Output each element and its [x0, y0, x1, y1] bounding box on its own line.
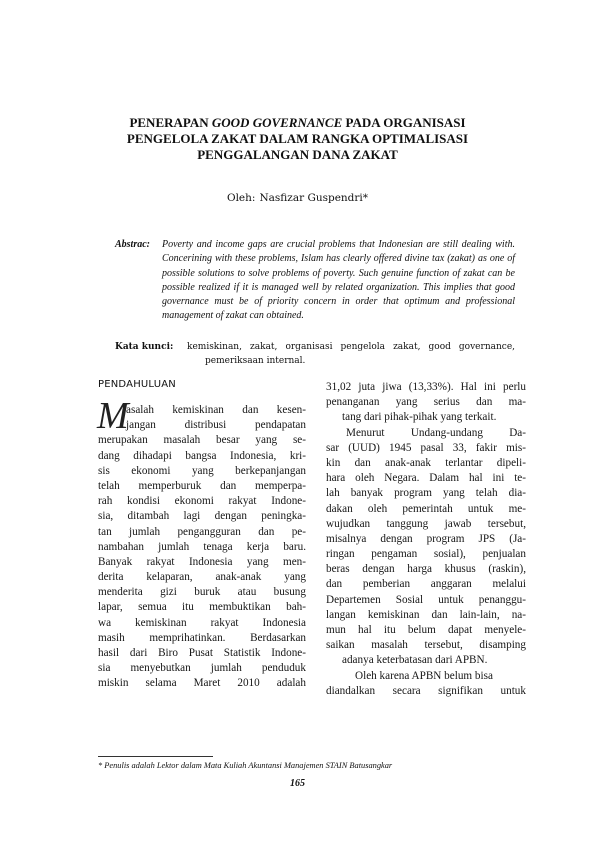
author-line — [0, 192, 595, 204]
body-line: adanya keterbatasan dari APBN. — [342, 654, 488, 667]
footnote: * Penulis adalah Lektor dalam Mata Kuliah Akuntansi Manajemen STAIN Batusangkar — [98, 761, 393, 770]
body-line: wujudkan tanggung jawab tersebut, — [326, 517, 526, 530]
body-column-left — [98, 403, 306, 692]
body-line: misalnya dengan program JPS (Ja- — [326, 532, 526, 545]
body-line: saikan masalah tersebut, disamping — [326, 639, 526, 652]
drop-cap: M — [97, 395, 129, 437]
title-part: PENERAPAN — [129, 115, 212, 130]
body-line: 31,02 juta jiwa (13,33%). Hal ini perlu — [326, 381, 526, 393]
keywords — [115, 340, 515, 368]
body-line: Menurut Undang-undang Da- — [346, 426, 526, 439]
keywords-line: pemeriksaan internal. — [205, 356, 306, 366]
body-line: tang dari pihak-pihak yang terkait. — [342, 411, 497, 424]
keywords-body — [187, 340, 515, 368]
abstract-body — [162, 238, 515, 324]
abstract-line: governance must be of priority concern in order that optimum and professional — [162, 296, 515, 308]
body-line: beras dengan harga khusus (raskin), — [326, 563, 526, 576]
body-line: tan jumlah pengangguran dan pe- — [98, 525, 306, 538]
abstract-line: possible realized if it is managed well by related organization. This implies that good — [162, 281, 515, 293]
abstract-line: possible solutions to solve problems of poverty. Such genuine function of zakat can be — [162, 267, 515, 279]
body-line: sia, ditambah lagi dengan peningka- — [98, 510, 306, 523]
body-line: dakan oleh pemerintah untuk me- — [326, 502, 526, 515]
body-line: dang dihadapi bangsa Indonesia, kri- — [98, 449, 306, 462]
body-line: Banyak rakyat Indonesia yang men- — [98, 555, 306, 568]
author-label: Oleh: — [226, 192, 256, 204]
body-line: asalah kemiskinan dan kesen- — [126, 404, 306, 416]
paper-title — [110, 115, 485, 163]
body-line: jangan distribusi pendapatan — [126, 419, 306, 432]
body-line: ringan pengaman sosial), penjualan — [326, 548, 526, 561]
title-part: PADA ORGANISASI — [342, 115, 466, 130]
abstract — [115, 238, 515, 324]
abstract-line: Concerining with these problems, Islam has clearly offered divine tax (zakat) as one of — [162, 253, 515, 265]
body-line: lah banyak program yang telah dia- — [326, 487, 526, 500]
body-line: rah kondisi ekonomi rakyat Indone- — [98, 495, 306, 508]
body-line: Departemen Sosial untuk penanggu- — [326, 593, 526, 606]
body-line: masih memprihatinkan. Berdasarkan — [98, 631, 306, 644]
body-line: miskin selama Maret 2010 adalah — [98, 677, 306, 690]
body-line: mun hal itu belum dapat menyele- — [326, 624, 526, 636]
keywords-line: kemiskinan, zakat, organisasi pengelola zakat, good governance, — [187, 342, 515, 352]
abstract-line: management of zakat can obtained. — [162, 310, 304, 322]
body-line: hasil dari Biro Pusat Statistik Indone- — [98, 647, 306, 659]
body-line: Oleh karena APBN belum bisa — [355, 669, 493, 682]
title-line-2: PENGELOLA ZAKAT DALAM RANGKA OPTIMALISASI — [126, 131, 469, 146]
title-italic-term: GOOD GOVERNANCE — [211, 115, 343, 130]
title-line-3: PENGGALANGAN DANA ZAKAT — [197, 147, 398, 162]
section-heading: PENDAHULUAN — [98, 379, 176, 390]
abstract-line: Poverty and income gaps are crucial problems that Indonesian are still dealing with. — [162, 239, 515, 250]
body-line: menderita gizi buruk atau busung — [98, 586, 306, 599]
body-line: merupakan masalah besar yang se- — [98, 434, 306, 447]
body-line: penanganan yang serius dan ma- — [326, 396, 526, 409]
body-line: wa kemiskinan rakyat Indonesia — [98, 616, 306, 629]
body-line: derita kelaparan, anak-anak yang — [98, 571, 306, 584]
author-name: Nasfizar Guspendri* — [259, 192, 369, 204]
body-line: langan kemiskinan dan lain-lain, na- — [326, 608, 526, 621]
keywords-label: Kata kunci: — [115, 342, 174, 352]
body-line: sar (UUD) 1945 pasal 33, fakir mis- — [326, 441, 526, 454]
body-line: hara oleh Negara. Dalam hal ini te- — [326, 472, 526, 485]
body-line: diandalkan secara signifikan untuk — [326, 684, 526, 697]
footnote-divider — [98, 756, 213, 757]
body-line: sia menyebutkan jumlah penduduk — [98, 662, 306, 675]
title-line-1 — [110, 115, 485, 131]
body-line: lapar, semua itu membuktikan bah- — [98, 601, 306, 614]
page-number: 165 — [290, 778, 305, 789]
body-line: kin dan anak-anak terlantar dipeli- — [326, 456, 526, 469]
body-line: sis ekonomi yang berkepanjangan — [98, 464, 306, 477]
abstract-label: Abstrac: — [115, 239, 150, 250]
body-line: dan pemberian anggaran melalui — [326, 578, 526, 591]
body-line: telah memperburuk dan memperpa- — [98, 479, 306, 492]
body-line: nambahan jumlah tenaga kerja baru. — [98, 540, 306, 553]
body-column-right — [326, 380, 526, 699]
